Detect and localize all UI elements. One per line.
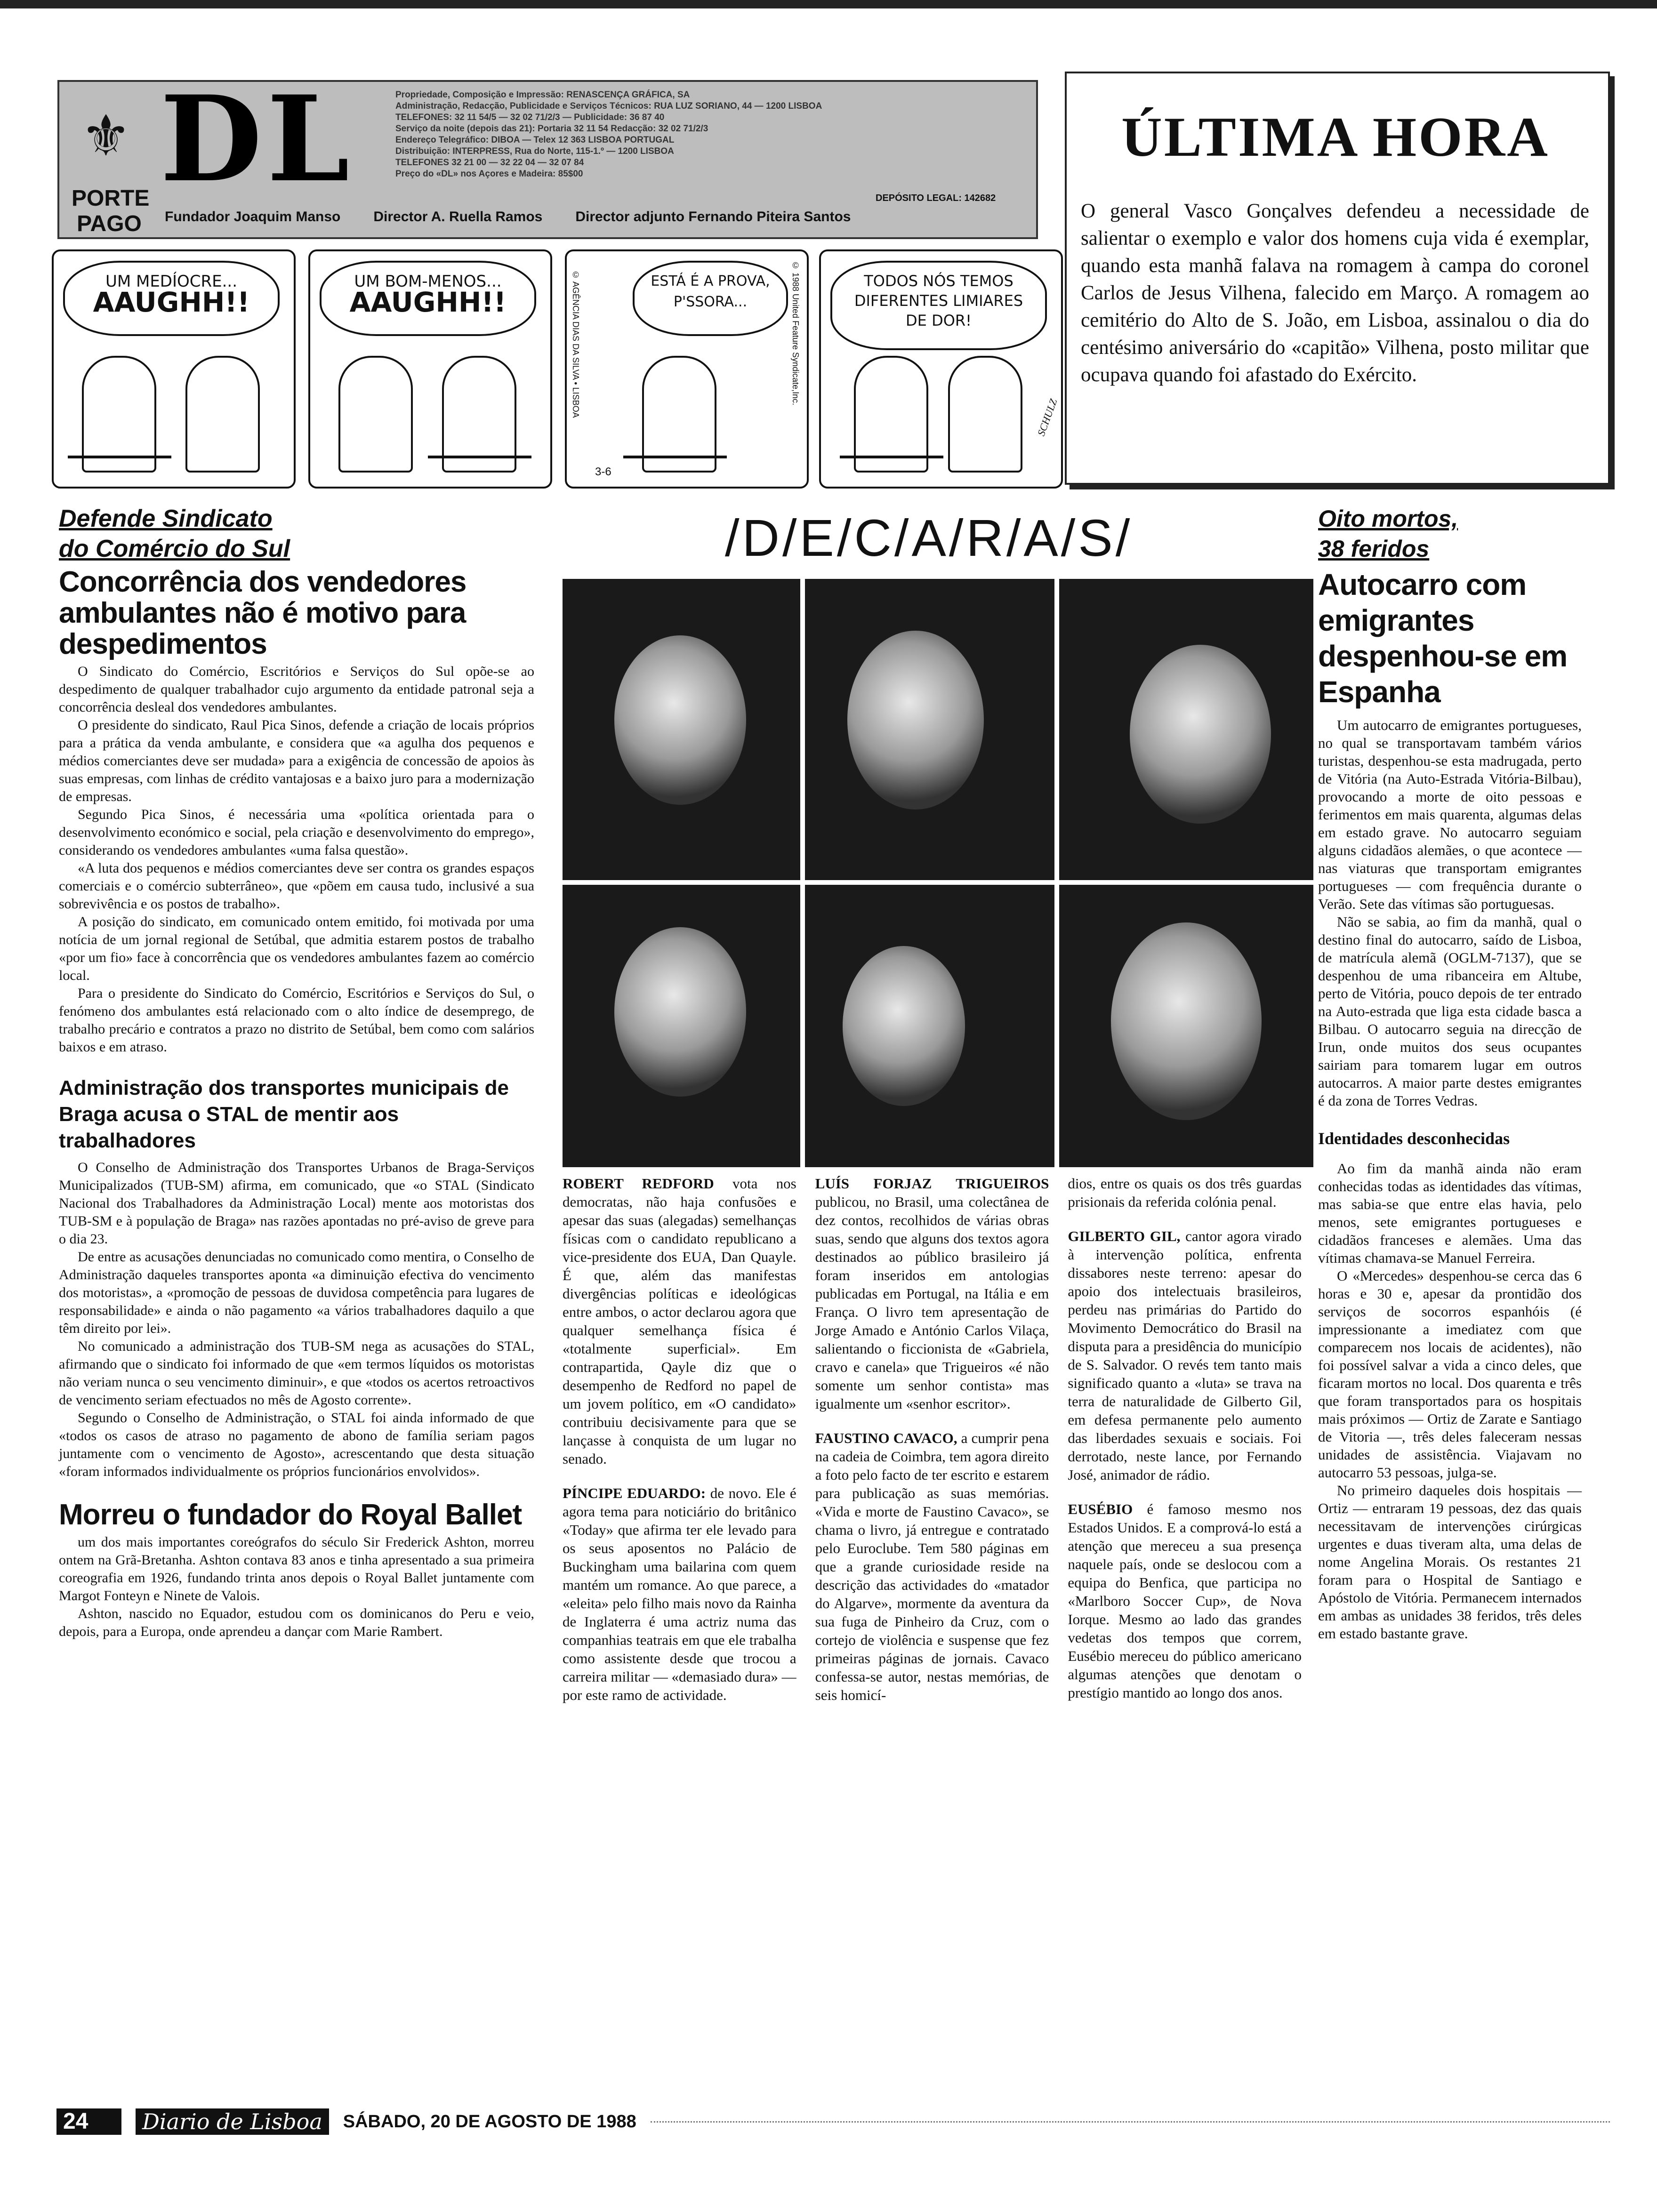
character-figure [185,356,260,473]
imprint-line: Serviço da noite (depois das 21): Portaria 32 11 54 Redacção: 32 02 71/2/3 [395,124,708,134]
imprint-line: Endereço Telegráfico: DIBOA — Telex 12 363 LISBOA PORTUGAL [395,135,675,145]
character-figure [642,356,716,473]
director: Director A. Ruella Ramos [373,209,543,224]
caption-column-2 [815,1174,1049,1720]
agency-credit: © AGÊNCIA DIAS DA SILVA • LISBOA [571,270,580,418]
ultima-hora-text: O general Vasco Gonçalves defendeu a necessidade de salientar o exemplo e valor dos homens cuja vida é exemplar, quando esta manhã falava na romagem à campa do coronel Carlos de Jesus Vilhena, falecido em Março. A romagem ao cemitério do Alto de S. João, em Lisboa, assinalou o dia do centésimo aniversário do «capitão» Vilhena, posto militar que ocupava quando foi afastado do Exército. [1081,200,1589,386]
article-body: Ao fim da manhã ainda não eram conhecidas todas as identidades das vítimas, mas sabia-se que entre elas havia, pelo menos, sete emigrantes portugueses e cidadãos franceses e alemães. Uma das vítimas chamava-se Manuel Ferreira. O «Mercedes» despenhou-se cerca das 6 horas e 30 e, apesar da prontidão dos serviços de socorros espanhóis (é impressionante a imediatez com que comparecem nos locais de acidentes), não foi possível salvar a vida a cinco deles, que ficaram mortos no local. Dos quarenta e três que foram transportados para os hospitais mais próximos — Ortiz de Zarate e Santiago de Vitoria —, três deles faleceram nessas unidades de assistência. Viajavam no autocarro 53 pessoas, julga-se. No primeiro daqueles dois hospitais — Ortiz — entraram 19 pessoas, dez das quais necessitavam de intervenções cirúrgicas urgentes e duas tiveram alta, uma delas de nome Angelina Morais. Os restantes 21 foram para o Hospital de Santiago e Apóstolo de Vitória. Permanecem internados em ambas as unidades 38 feridos, três deles em estado bastante grave. [1318,1160,1582,1642]
comic-strip [52,249,1059,485]
deputy-director: Director adjunto Fernando Piteira Santos [575,209,851,224]
page-number: 24 [56,2108,121,2135]
kicker: Oito mortos, [1318,505,1458,532]
photo-luis-forjaz-trigueiros [805,579,1054,880]
imprint-line: TELEFONES: 32 11 54/5 — 32 02 71/2/3 — Publicidade: 36 87 40 [395,112,665,122]
speech-bubble: UM BOM-MENOS... AAUGHH!! [320,261,536,336]
character-figure [854,356,928,473]
porte-pago: PORTE PAGO [72,186,150,236]
caption-item: EUSÉBIO é famoso mesmo nos Estados Unidos. E a comprová-lo está a atenção que mereceu a sua presença naquele país, onde se deslocou com a equipa do Benfica, que participa no «Marlboro Soccer Cup», de Nova Iorque. Mesmo ao lado das grandes vedetas dos tempos que correm, Eusébio mereceu do público americano algumas atenções que denotam o prestígio mantido ao longo dos anos. [1068,1501,1302,1701]
top-rule [0,0,1657,8]
article-body: O Conselho de Administração dos Transportes Urbanos de Braga-Serviços Municipalizados (TUB-SM) afirma, em comunicado, que «o STAL (Sindicato Nacional dos Trabalhadores da Administração Local) mente aos motoristas dos TUB-SM e à população de Braga» nas razões apontadas no pré-aviso de greve para o dia 23. De entre as acusações denunciadas no comunicado como mentira, o Conselho de Administração daqueles transportes aponta «a diminuição efectiva do vencimento dos motoristas», a «promoção de pessoas de duvidosa competência para lugares de responsabilidade» e ainda o não pagamento «a vários trabalhadores daquilo a que têm direito por lei». No comunicado a administração dos TUB-SM nega as acusações do STAL, afirmando que o sindicato foi informado de que «em termos líquidos os motoristas não veriam nunca o seu vencimento diminuir», e que «todos os acertos retroactivos de vencimento seriam efectuados no mês de Agosto corrente». Segundo o Conselho de Administração, o STAL foi ainda informado de que «todos os casos de atraso no pagamento de abono de família seriam pagos juntamente com o vencimento de Agosto», acrescentando que desta situação «foram informados individualmente os próprios funcionários envolvidos». [59,1160,534,1479]
caption-column-1 [563,1174,796,1720]
ultima-hora-title: ÚLTIMA HORA [1121,105,1550,168]
speech-bubble: TODOS NÓS TEMOS DIFERENTES LIMIARES DE DOR! [830,261,1047,350]
footer-date: SÁBADO, 20 DE AGOSTO DE 1988 [343,2111,636,2132]
character-figure [82,356,156,473]
deposito-legal: DEPÓSITO LEGAL: 142682 [876,193,996,203]
imprint-block [395,89,1017,180]
crest-icon: ⚜ [80,104,131,169]
article-body: um dos mais importantes coreógrafos do século Sir Frederick Ashton, morreu ontem na Grã-Bretanha. Ashton contava 83 anos e tinha apresentado a sua primeira coreografia em 1926, fundando trinta anos depois o Royal Ballet juntamente com Margot Fonteyn e Ninete de Valois. Ashton, nascido no Equador, estudou com os dominicanos do Peru e veio, depois, para a Europa, onde aprendeu a dançar com Marie Rambert. [59,1534,534,1639]
imprint-line: Preço do «DL» nos Açores e Madeira: 85$00 [395,169,583,179]
section-title-decaras: /D/E/C/A/R/A/S/ [725,509,1133,567]
masthead-credits [165,209,1036,225]
imprint-line: Administração, Redacção, Publicidade e Serviços Técnicos: RUA LUZ SORIANO, 44 — 1200 LISBOA [395,101,822,111]
desk-drawing [428,456,531,487]
page-footer [56,2108,1610,2136]
character-figure [338,356,413,473]
desk-drawing [623,456,727,487]
desk-drawing [840,456,943,487]
comic-panel-3 [565,249,809,489]
caption-item: LUÍS FORJAZ TRIGUEIROS publicou, no Brasil, uma colectânea de dez contos, recolhidos de várias obras suas, sendo que alguns dos textos agora destinados ao público brasileiro já foram inseridos em antologias publicadas em Portugal, na Itália e em França. O livro tem apresentação de Jorge Amado e António Carlos Vilaça, salientando o ficcionista de «Gabriela, cravo e canela» que Trigueiros «é não somente um senhor contista» mas igualmente um «senhor escritor». [815,1175,1049,1412]
photo-gilberto-gil [805,885,1054,1167]
photo-faustino-cavaco [1059,579,1313,880]
headline-autocarro: Autocarro com emigrantes despenhou-se em Espanha [1318,568,1568,709]
syndicate-credit: © 1988 United Feature Syndicate,Inc. [791,261,800,406]
footer-rule [651,2121,1610,2123]
headline-sindicato: Concorrência dos vendedores ambulantes não é motivo para despedimentos [59,566,467,660]
headline-braga: Administração dos transportes municipais de Braga acusa o STAL de mentir aos trabalhadores [59,1076,509,1152]
photo-eusebio [1059,885,1313,1167]
caption-item: dios, entre os quais os dos três guardas prisionais da referida colónia penal. [1068,1175,1302,1210]
caption-column-3 [1068,1174,1302,1720]
character-figure [442,356,516,473]
imprint-line: Distribuição: INTERPRESS, Rua do Norte, 115-1.º — 1200 LISBOA [395,146,674,156]
imprint-line: Propriedade, Composição e Impressão: RENASCENÇA GRÁFICA, SA [395,90,690,100]
kicker: Defende Sindicato [59,505,273,532]
caption-item: FAUSTINO CAVACO, a cumprir pena na cadeia de Coimbra, tem agora direito a foto pelo facto de ter escrito e estarem para publicação as suas memórias. «Vida e morte de Faustino Cavaco», se chama o livro, já entregue e contratado pelo Euroclube. Tem 580 páginas em que a grande curiosidade reside na descrição das actividades do «matador do Algarve», mormente da aventura da sua fuga de Pinheiro da Cruz, com o cortejo de violência e suspense que fez primeiras páginas de jornais. Cavaco confessa-se autor, nestas memórias, de seis homicí- [815,1430,1049,1703]
character-figure [948,356,1022,473]
comic-panel-1 [52,249,296,489]
desk-drawing [68,456,171,487]
founder: Fundador Joaquim Manso [165,209,341,224]
article-body: Um autocarro de emigrantes portugueses, no qual se transportavam também vários turistas, despenhou-se esta madrugada, perto de Vitória (na Auto-Estrada Vitória-Bilbau), provocando a morte de oito pessoas e ferimentos em mais quarenta, algumas delas em estado grave. No autocarro seguiam alguns cidadãos alemães, o que acontece — nas viaturas que transportam emigrantes portugueses — com frequência durante o Verão. Sete das vítimas são portuguesas. Não se sabia, ao fim da manhã, qual o destino final do autocarro, saído de Lisboa, de matrícula alemã (OGLM-7137), que se despenhou de uma ribanceira em Altube, perto de Vitória, pouco depois de ter entrado na Auto-estrada que liga esta cidade basca a Bilbau. O autocarro seguia na direcção de Irun, onde muitos dos seus ocupantes sairiam para tomarem lugar em outros autocarros. A maior parte destes emigrantes é da zona de Torres Vedras. [1318,717,1582,1109]
decaras-captions [563,1174,1302,1720]
kicker: do Comércio do Sul [59,535,290,562]
comic-date-code: 3-6 [595,465,611,478]
speech-bubble: ESTÁ É A PROVA, P'SSORA... [633,261,788,336]
headline-royal-ballet: Morreu o fundador do Royal Ballet [59,1499,522,1531]
photo-principe-eduardo [563,885,800,1167]
imprint-line: TELEFONES 32 21 00 — 32 22 04 — 32 07 84 [395,158,584,168]
caption-item: GILBERTO GIL, cantor agora virado à intervenção política, enfrenta dissabores neste terreno: apesar do apoio dos intelectuais brasileiros, perdeu nas primárias do Partido do Movimento Democrático do Brasil na disputa para a presidência do município de S. Salvador. O revés tem tanto mais significado quanto a «luta» se trava na terra de naturalidade de Gilberto Gil, em defesa permanente pelo aumento das liberdades sexuais e sociais. Foi derrotado, neste lance, por Fernando José, animador de rádio. [1068,1228,1302,1483]
article-body: O Sindicato do Comércio, Escritórios e Serviços do Sul opõe-se ao despedimento de qualquer trabalhador cujo argumento da entidade patronal seja a concorrência desleal dos vendedores ambulantes. O presidente do sindicato, Raul Pica Sinos, defende a criação de locais próprios para a prática da venda ambulante, e considera que «a agulha dos pequenos e médios comerciantes deve ser mudada» para a exigência de concessão de apoios às suas empresas, com linhas de crédito vantajosas e a baixo juro para a modernização de empresas. Segundo Pica Sinos, é necessária uma «política orientada para o desenvolvimento económico e social, pela criação e desenvolvimento do emprego», considerando os vendedores ambulantes «uma falsa questão». «A luta dos pequenos e médios comerciantes deve ser contra os grandes espaços comerciais e o comércio subterrâneo», que «põem em causa tudo, inclusivé a sua sobrevivência e os postos de trabalho». A posição do sindicato, em comunicado ontem emitido, foi motivada por uma notícia de um jornal regional de Setúbal, que admitia estarem postos de trabalho «por um fio» face à concorrência que os vendedores ambulantes fazem ao comércio local. Para o presidente do Sindicato do Comércio, Escritórios e Serviços do Sul, o fenómeno dos ambulantes está relacionado com o alto índice de desemprego, de trabalho precário e contratos a prazo no distrito de Setúbal, bem como com salários baixos e em atraso. [59,664,534,1055]
newspaper-logo: DL [160,70,354,208]
speech-bubble: UM MEDÍOCRE... AAUGHH!! [63,261,280,336]
photo-robert-redford [563,579,800,880]
footer-paper-name: Diario de Lisboa [136,2108,329,2135]
caption-item: ROBERT REDFORD vota nos democratas, não haja confusões e apesar das suas (alegadas) semelhanças físicas com o candidato republicano a vice-presidente dos EUA, Dan Quayle. É que, além das manifestas divergências políticas e ideológicas entre ambos, o actor declarou agora que qualquer semelhança física é «totalmente superficial». Em contrapartida, Qayle diz que o desempenho de Redford no papel de um jovem político, em «O candidato» contribuiu decisivamente para que se lançasse à conquista de um lugar no senado. [563,1175,796,1467]
caption-item: PÍNCIPE EDUARDO: de novo. Ele é agora tema para noticiário do britânico «Today» que afirma ter ele levado para os seus aposentos no Palácio de Buckingham uma bailarina com quem mantém um romance. Ao que parece, a «eleita» pelo filho mais novo da Rainha de Inglaterra é uma actriz numa das companhias teatrais em que ele trabalha como assistente desde que trocou a carreira militar — «demasiado dura» — por este ramo de actividade. [563,1485,796,1703]
comic-panel-4 [819,249,1063,489]
artist-signature: SCHULZ [1035,397,1060,438]
comic-panel-2 [308,249,552,489]
subhead-identidades: Identidades desconhecidas [1318,1129,1510,1148]
right-column [1318,504,1582,1643]
left-column [59,504,534,1641]
kicker: 38 feridos [1318,536,1430,562]
